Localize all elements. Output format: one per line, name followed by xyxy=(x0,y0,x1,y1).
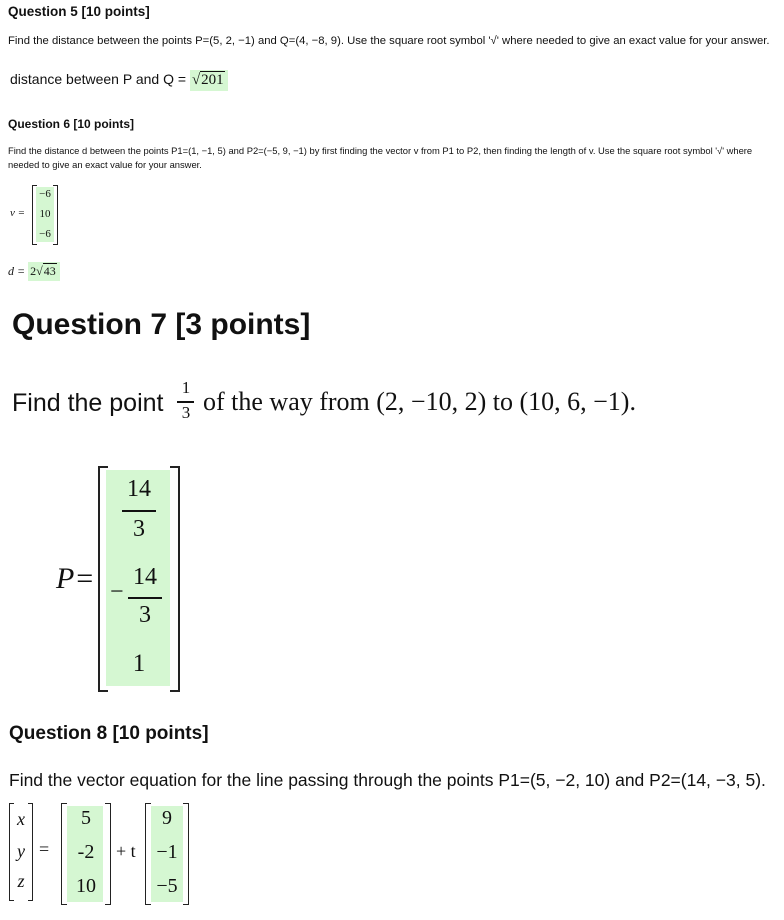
q8-equation xyxy=(9,803,209,907)
q5-prompt: Find the distance between the points P=(5, 2, −1) and Q=(4, −8, 9). Use the square root symbol '√' where needed to give an exact value for your answer. xyxy=(8,35,770,47)
q7-x-entry xyxy=(120,476,158,546)
q7-frac-den: 3 xyxy=(181,403,191,422)
q8-point-y: -2 xyxy=(77,841,95,863)
q6-title: Question 6 [10 points] xyxy=(8,117,135,131)
q8-prompt: Find the vector equation for the line passing through the points P1=(5, −2, 10) and P2=(14, −3, 5). xyxy=(9,770,766,790)
q6-vector-x: −6 xyxy=(39,188,51,200)
q5-title: Question 5 [10 points] xyxy=(8,4,150,19)
q8-lhs-vector xyxy=(9,803,33,901)
q8-point-x: 5 xyxy=(81,807,91,829)
q5-answer-label: distance between P and Q = xyxy=(10,71,187,87)
q7-y-bar xyxy=(128,597,162,599)
q6-vector xyxy=(32,185,58,245)
q6-d-radicand: 43 xyxy=(43,264,56,278)
q8-dir-x: 9 xyxy=(162,807,172,829)
q6-vector-y: 10 xyxy=(39,208,51,220)
q7-x-num: 14 xyxy=(127,476,151,502)
q8-lhs-z: z xyxy=(17,871,25,891)
q8-equals: = xyxy=(39,839,50,859)
q6-vector-z: −6 xyxy=(39,228,51,240)
q8-plus-t xyxy=(116,841,136,862)
q8-lhs-y: y xyxy=(17,841,25,861)
q8-point-vector xyxy=(61,803,111,907)
q7-prompt-after xyxy=(203,387,636,417)
sqrt-symbol-icon: √ xyxy=(36,264,43,278)
q8-dir-z: −5 xyxy=(156,875,178,897)
q6-prompt: Find the distance d between the points P1=(1, −1, 5) and P2=(−5, 9, −1) by first finding the vector v from P1 to P2, then finding the length of v. Use the square root symbol '√' where needed to give an exact value for your answer. xyxy=(8,145,753,170)
q5-radicand: 201 xyxy=(201,72,224,88)
q5-answer-row xyxy=(10,70,228,91)
q7-title: Question 7 [3 points] xyxy=(12,308,311,341)
q7-fraction xyxy=(174,378,198,428)
q8-direction-vector xyxy=(145,803,189,907)
q7-p-label: P= xyxy=(56,562,95,595)
q8-plus-t-text: + t xyxy=(116,841,136,861)
q6-d-row xyxy=(8,262,60,281)
q7-y-sign: − xyxy=(110,579,124,605)
q8-title: Question 8 [10 points] xyxy=(9,723,209,744)
q7-prompt-after-text: of the way from (2, −10, 2) to (10, 6, −1). xyxy=(203,387,636,416)
q7-z-entry: 1 xyxy=(132,650,146,677)
q5-answer-field[interactable] xyxy=(190,70,228,91)
q7-frac-num: 1 xyxy=(181,378,191,397)
q7-y-den: 3 xyxy=(139,602,151,628)
sqrt-symbol-icon: √ xyxy=(191,72,201,88)
q8-lhs-x: x xyxy=(17,809,25,829)
q7-prompt-before: Find the point xyxy=(12,389,164,417)
q7-x-bar xyxy=(122,510,156,512)
q8-point-z: 10 xyxy=(76,875,96,897)
q7-x-den: 3 xyxy=(133,516,145,542)
q6-d-coef: 2 xyxy=(30,264,37,278)
q6-vector-label: v = xyxy=(10,207,26,219)
q6-d-label: d = xyxy=(8,264,26,278)
q7-y-entry xyxy=(126,564,164,634)
q6-d-field[interactable] xyxy=(28,262,60,281)
q7-prompt xyxy=(12,378,712,438)
q8-dir-y: −1 xyxy=(156,841,178,863)
q7-vector xyxy=(98,466,180,692)
q7-y-num: 14 xyxy=(133,564,157,590)
